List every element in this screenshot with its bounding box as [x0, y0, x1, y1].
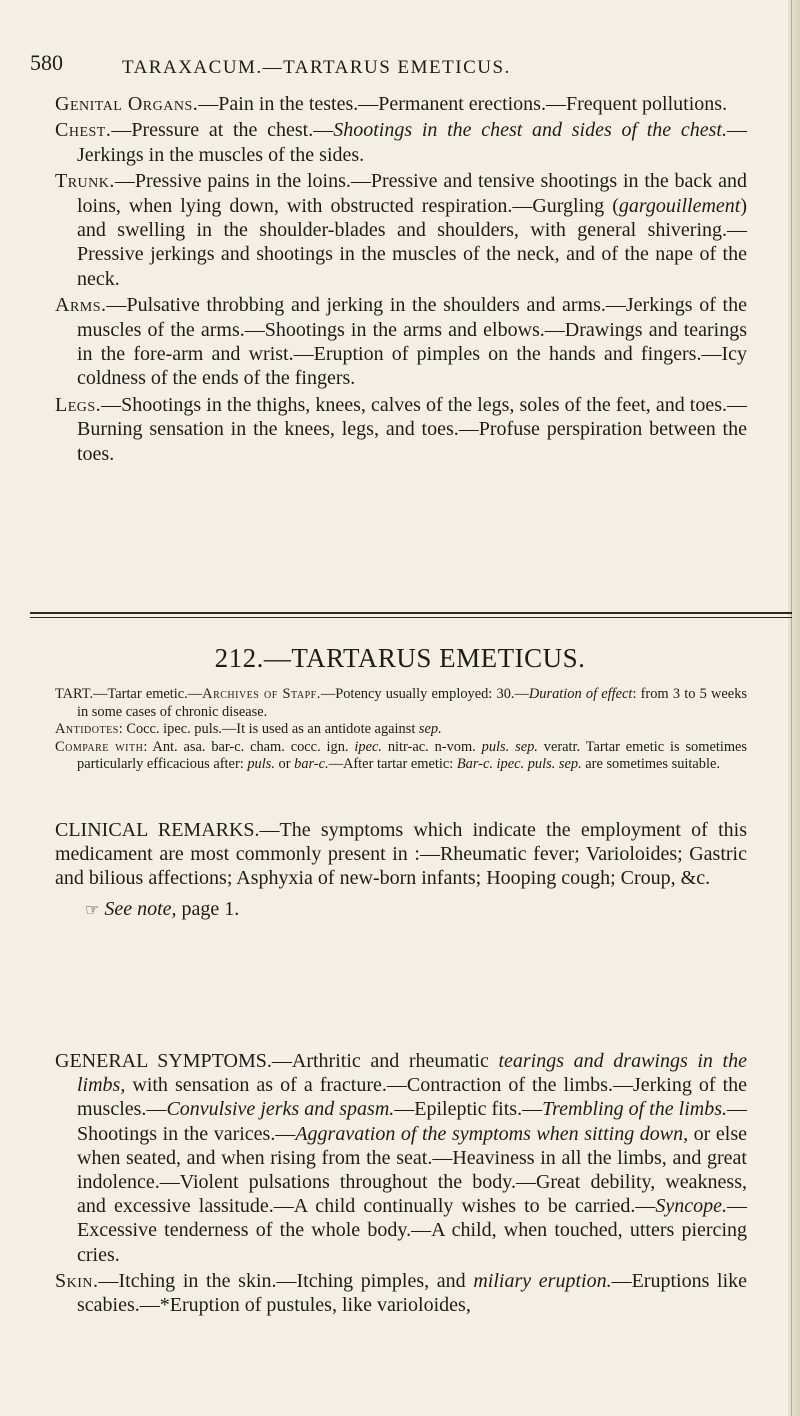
italic-text: puls. [247, 756, 275, 773]
rubric-heading: Arms. [55, 294, 107, 317]
rubric-heading: Chest. [55, 119, 112, 142]
italic-text: Shootings in the chest and sides of the chest. [333, 119, 727, 142]
see-note-page: page 1. [181, 897, 240, 920]
text-run: : from 3 to 5 weeks in some cases of chronic disease. [77, 686, 747, 720]
text-run: —Shootings in the thighs, knees, calves of the legs, soles of the feet, and toes.—Burning sensation in the knees, legs, and toes.—Profuse perspiration between the toes. [77, 393, 747, 465]
text-run: are sometimes suitable. [581, 756, 720, 773]
text-run: —Epileptic fits.— [394, 1098, 543, 1121]
section-rule-thin [30, 617, 792, 618]
small-caps-text: Archives of Stapf. [202, 686, 321, 702]
section-title: 212.—TARTARUS EMETICUS. [214, 643, 586, 673]
italic-text: ipec. [354, 738, 382, 755]
text-run: or [274, 756, 295, 773]
page-header [30, 50, 770, 90]
text-run: veratr. Tartar emetic is sometimes particularly efficacious after: [77, 738, 748, 773]
italic-text: bar-c. [294, 756, 329, 773]
text-run: —Shootings in the varices.— [77, 1098, 747, 1145]
text-run: : Ant. asa. bar-c. cham. cocc. ign. [143, 738, 355, 755]
text-run: or else when seated, and when rising from the seat.—Heaviness in all the limbs, and great indolence.—Violent pulsations throughout the body.—Great debility, weakness, and excessive lassitude.—A child continually wishes to be carried.— [77, 1122, 747, 1218]
text-run: —Pressive pains in the loins.—Pressive and tensive shootings in the back and loins, when lying down, with obstructed respiration.—Gurgling ( [77, 170, 747, 217]
see-note [55, 897, 747, 922]
paragraph [55, 686, 747, 721]
paragraph [55, 393, 747, 466]
text-run: CLINICAL REMARKS.—The symptoms which indicate the employment of this medicament are most commonly present in :—Rheumatic fever; Varioloides; Gastric and bilious affections; Asphyxia of new-born infants; Hooping cough; Croup, &c. [55, 819, 747, 890]
italic-text: Trembling of the limbs. [542, 1098, 727, 1121]
paragraph [55, 169, 747, 291]
text-run: GENERAL SYMPTOMS.—Arthritic and rheumatic [55, 1050, 499, 1072]
page-edge [788, 0, 800, 1416]
rubric-heading: Trunk. [55, 170, 115, 193]
text-run: —After tartar emetic: [328, 756, 457, 773]
remedy-notes [55, 686, 747, 774]
text-run: —Eruptions like scabies.—*Eruption of pustules, like varioloides, [77, 1269, 748, 1317]
text-run: ) and swelling in the shoulder-blades and shoulders, with general shivering.—Pressive jerkings and shootings in the muscles of the neck, and of the nape of the neck. [77, 194, 747, 290]
text-run: —Pressure at the chest.— [111, 119, 334, 142]
general-symptoms [55, 1049, 747, 1319]
page-edge-line [791, 0, 792, 1416]
italic-text: Aggravation of the symptoms when sitting down, [295, 1122, 689, 1145]
italic-text: miliary eruption. [473, 1269, 612, 1292]
paragraph [55, 293, 747, 391]
paragraph [55, 1269, 747, 1317]
rubric-heading: Legs. [55, 393, 102, 416]
paragraph [55, 118, 747, 167]
italic-text: Syncope. [655, 1195, 727, 1218]
text-run: nitr-ac. n-vom. [381, 738, 482, 755]
italic-text: Duration of effect [528, 686, 633, 702]
text-run: —Itching in the skin.—Itching pimples, and [98, 1269, 474, 1292]
text-run: —Excessive tenderness of the whole body.—A child, when touched, utters piercing cries. [77, 1195, 747, 1266]
italic-text: puls. sep. [481, 738, 538, 755]
text-run: with sensation as of a fracture.—Contraction of the limbs.—Jerking of the muscles.— [77, 1074, 747, 1121]
small-caps-text: Compare with [55, 738, 144, 755]
text-run: —Pain in the testes.—Permanent erections.—Frequent pollutions. [198, 93, 728, 115]
text-run: —Potency usually employed: 30.— [320, 686, 529, 702]
text-run: —Jerkings in the muscles of the sides. [77, 119, 747, 166]
paragraph [55, 739, 747, 774]
pointing-hand-icon: ☞ [85, 899, 100, 919]
italic-text: Bar-c. ipec. puls. sep. [456, 756, 582, 773]
text-run: : Cocc. ipec. puls.—It is used as an antidote against [118, 721, 419, 738]
small-caps-text: Antidotes [55, 721, 119, 738]
text-run: TART.—Tartar emetic.— [55, 686, 203, 702]
section-rule-thick [30, 612, 792, 614]
paragraph [55, 1049, 747, 1267]
taraxacum-symptoms [55, 92, 747, 468]
paragraph [55, 92, 747, 116]
paragraph [55, 721, 747, 739]
italic-text: tearings and drawings in the limbs, [77, 1050, 747, 1097]
rubric-heading: Genital Organs. [55, 93, 199, 115]
see-note-label: See note, [104, 897, 177, 920]
page-number: 580 [30, 50, 63, 75]
italic-text: sep. [418, 721, 442, 738]
text-run: —Pulsative throbbing and jerking in the shoulders and arms.—Jerkings of the muscles of the arms.—Shootings in the arms and elbows.—Drawings and tearings in the fore-arm and wrist.—Eruption of pimples on the hands and fingers.—Icy coldness of the ends of the fingers. [77, 294, 747, 390]
clinical-remarks-text [55, 818, 747, 891]
rubric-heading: Skin. [55, 1269, 99, 1292]
italic-text: Convulsive jerks and spasm. [166, 1098, 395, 1121]
running-head: TARAXACUM.—TARTARUS EMETICUS. [122, 57, 511, 78]
italic-text: gargouillement [618, 194, 741, 217]
clinical-remarks [55, 818, 747, 924]
